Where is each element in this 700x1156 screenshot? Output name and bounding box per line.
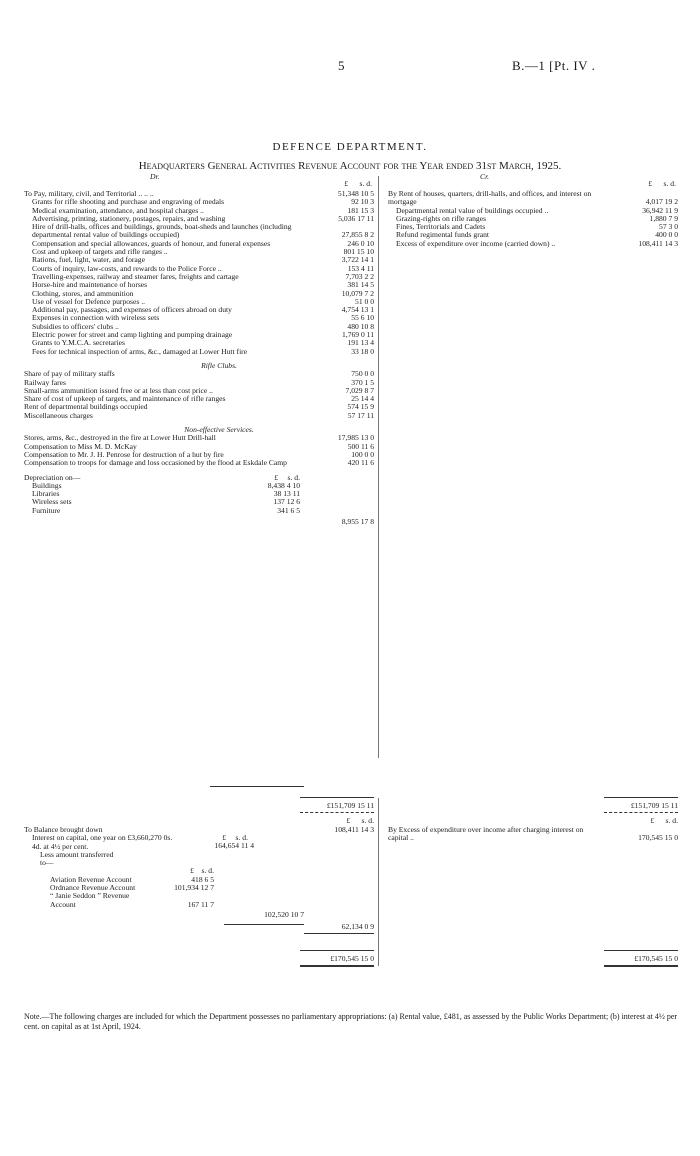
second-lsd-head: £ s. d. — [346, 816, 374, 825]
less-lsd-head: £ s. d. — [190, 866, 214, 876]
debit-item-amount: 7,703 2 2 — [345, 271, 374, 281]
credit-item-amount: 108,411 14 3 — [638, 238, 678, 248]
credit-items — [388, 190, 678, 248]
second-debit-total: £170,545 15 0 — [330, 954, 374, 963]
rifle-club-item-amount: 25 14 4 — [351, 394, 374, 404]
depreciation-item — [24, 490, 374, 498]
rifle-club-item-text: Share of cost of upkeep of targets, and maintenance of rifle ranges — [24, 394, 226, 404]
debit-item-amount: 801 15 10 — [343, 247, 374, 257]
debit-item-text: Rations, fuel, light, water, and forage — [32, 255, 145, 265]
debit-item-amount: 51 0 0 — [355, 296, 374, 306]
less-transfer-item-amount: 101,934 12 7 — [174, 883, 214, 893]
rifle-club-item-text: Rent of departmental buildings occupied — [24, 402, 148, 412]
debit-item-text: Courts of inquiry, law-costs, and rewards to the Police Force .. — [32, 263, 222, 273]
credit-total-double-rule — [604, 812, 678, 813]
debit-item-text: Cost and upkeep of targets and rifle ranges .. — [32, 247, 168, 257]
credit-item — [388, 190, 678, 207]
debit-item-text: Hire of drill-halls, offices and buildings, grounds, boat-sheds and launches (including departmental rental value of buildings occupied) — [32, 222, 292, 240]
less-total: 102,520 10 7 — [264, 909, 304, 919]
debit-item-text: Medical examination, attendance, and hospital charges .. — [32, 205, 204, 215]
rifle-items — [24, 370, 374, 420]
debit-item-text: To Pay, military, civil, and Territorial .. .. .. — [24, 189, 154, 198]
rifle-club-item — [24, 370, 374, 378]
credit-total: £151,709 15 11 — [630, 801, 678, 810]
debit-item-amount: 27,855 8 2 — [341, 230, 374, 240]
depreciation-item-text: Furniture — [32, 505, 61, 515]
debit-item-amount: 1,769 0 11 — [342, 330, 374, 340]
rifle-club-item-amount: 57 17 11 — [347, 410, 374, 420]
rifle-club-item-amount: 574 15 9 — [347, 402, 374, 412]
less-transfer-item-amount: 167 11 7 — [187, 899, 214, 909]
document-title: DEFENCE DEPARTMENT. — [272, 141, 428, 153]
rifle-club-item-text: Share of pay of military staffs — [24, 369, 115, 379]
non-effective-item-amount: 500 11 6 — [347, 441, 374, 451]
second-debit-column — [24, 826, 374, 933]
non-effective-item — [24, 459, 374, 467]
credit-item-text: Excess of expenditure over income (carried down) .. — [396, 238, 556, 248]
credit-item-amount: 1,880 7 9 — [649, 213, 678, 223]
credit-item-text: Refund regimental funds grant — [396, 230, 489, 240]
excess-amount: 170,545 15 0 — [638, 833, 678, 842]
dr-label: Dr. — [150, 172, 160, 181]
depreciation-lsd-head: £ s. d. — [274, 472, 300, 482]
credit-item-text: Departmental rental value of buildings occupied .. — [396, 205, 549, 215]
less-transferred-label: Less amount transferred to— — [40, 849, 114, 868]
less-transfer-item — [24, 892, 214, 909]
debit-item-text: Horse-hire and maintenance of horses — [32, 280, 148, 290]
depreciation-item-text: Wireless sets — [32, 497, 72, 507]
credit-item — [388, 240, 678, 248]
depreciation-item-amount: 341 6 5 — [277, 505, 300, 515]
debit-item-amount: 5,036 17 11 — [338, 213, 374, 223]
depreciation-label: Depreciation on— £ s. d. — [24, 472, 300, 482]
second-debit-total-double-rule — [300, 965, 374, 967]
second-credit-lsd-head: £ s. d. — [650, 816, 678, 825]
credit-item-text: Grazing-rights on rifle ranges — [396, 213, 487, 223]
depreciation-item-amount: 38 13 11 — [273, 489, 300, 499]
debit-item — [24, 223, 374, 240]
debit-item-text: Use of vessel for Defence purposes .. — [32, 296, 146, 306]
cr-lsd-head: £ s. d. — [648, 179, 676, 188]
debit-item-amount: 51,348 10 5 — [337, 189, 374, 198]
credit-item-amount: 400 0 0 — [655, 230, 678, 240]
debit-item-amount: 381 14 5 — [347, 280, 374, 290]
rifle-club-item — [24, 412, 374, 420]
debit-item-text: Electric power for street and camp lighting and pumping drainage — [32, 330, 233, 340]
column-separator-lower — [378, 798, 379, 966]
rifle-club-item-text: Small-arms ammunition issued free or at less than cost price .. — [24, 385, 213, 395]
footnote: Note.—The following charges are included for which the Department possesses no parliamentary appropriations: (a) Rental value, £481, as assessed by the Public Works Department; (b) interest at 4½ per cent. on capital as at 1st April, 1924. — [24, 1012, 678, 1031]
non-effective-item-text: Compensation to Mr. J. H. Penrose for destruction of a hut by fire — [24, 449, 224, 459]
debit-column — [24, 190, 374, 527]
debit-total-double-rule — [300, 812, 374, 813]
rifle-club-item-text: Railway fares — [24, 377, 66, 387]
credit-column — [388, 190, 678, 248]
less-transfer-item-amount: 418 6 5 — [191, 874, 214, 884]
debit-item-text: Advertising, printing, stationery, postages, repairs, and washing — [32, 213, 226, 223]
non-effective-item-amount: 17,985 13 0 — [337, 433, 374, 443]
depreciation-items — [24, 482, 374, 515]
depreciation-item — [24, 498, 374, 506]
depreciation-total: 8,955 17 8 — [341, 516, 374, 526]
rifle-club-item-text: Miscellaneous charges — [24, 410, 93, 420]
debit-item-amount: 480 10 8 — [347, 321, 374, 331]
depreciation-item-text: Libraries — [32, 489, 60, 499]
rifle-club-item-amount: 750 0 0 — [351, 369, 374, 379]
rifle-club-item-amount: 370 1 5 — [351, 377, 374, 387]
credit-item-amount: 57 3 0 — [659, 222, 678, 232]
depreciation-item-text: Buildings — [32, 480, 62, 490]
non-effective-item-text: Compensation to troops for damage and loss occasioned by the flood at Eskdale Camp — [24, 458, 287, 468]
page-reference: B.—1 [Pt. IV . — [512, 58, 596, 73]
less-transfer-item-text: Ordnance Revenue Account — [50, 883, 136, 893]
debit-item-text: Clothing, stores, and ammunition — [32, 288, 134, 298]
debit-item-text: Grants to Y.M.C.A. secretaries — [32, 338, 126, 348]
credit-item-amount: 36,942 11 9 — [642, 205, 678, 215]
debit-item-text: Grants for rifle shooting and purchase and engraving of medals — [32, 197, 225, 207]
debit-item-text: Expenses in connection with wireless sets — [32, 313, 160, 323]
column-separator — [378, 176, 379, 758]
debit-item-amount: 246 0 10 — [347, 238, 374, 248]
depreciation-total-row — [24, 515, 374, 527]
excess-row: By Excess of expenditure over income after charging interest on capital .. 170,545 15 0 — [388, 825, 678, 843]
debit-item-text: Travelling-expenses, railway and steamer fares, freights and cartage — [32, 271, 239, 281]
debit-item-amount: 3,722 14 1 — [341, 255, 374, 265]
debit-item-amount: 181 15 3 — [347, 205, 374, 215]
debit-item-text: Compensation and special allowances, guards of honour, and funeral expenses — [32, 238, 271, 248]
interest-row: Interest on capital, one year on £3,660,270 0s. 4d. at 4½ per cent. 164,654 11 4 £ s. d. — [32, 833, 254, 851]
debit-item-amount: 153 4 11 — [347, 263, 374, 273]
debit-total: £151,709 15 11 — [326, 801, 374, 810]
rifle-club-item-amount: 7,029 8 7 — [345, 385, 374, 395]
credit-item-text: Fines, Territorials and Cadets — [396, 222, 486, 232]
less-rule — [224, 924, 304, 925]
account-subtitle: Headquarters General Activities Revenue Account for the Year ended 31st March, 1925. — [138, 160, 562, 172]
debit-item-text: Subsidies to officers' clubs .. — [32, 321, 119, 331]
dr-lsd-head: £ s. d. — [344, 179, 372, 188]
less-total-row — [24, 909, 304, 921]
debit-item-text: Fees for technical inspection of arms, &c., damaged at Lower Hutt fire — [32, 346, 248, 356]
non-effective-item-amount: 100 0 0 — [351, 449, 374, 459]
debit-item-amount: 33 18 0 — [351, 346, 374, 356]
debit-item-amount: 191 13 4 — [347, 338, 374, 348]
credit-total-rule — [604, 797, 678, 798]
depreciation-item-amount: 137 12 6 — [273, 497, 300, 507]
non-effective-item-text: Stores, arms, &c., destroyed in the fire at Lower Hutt Drill-hall — [24, 433, 216, 443]
debit-item-amount: 10,079 7 2 — [341, 288, 374, 298]
balance-brought-down-row: To Balance brought down 108,411 14 3 — [24, 825, 374, 834]
non-effective-items — [24, 434, 374, 467]
debit-item-amount: 4,754 13 1 — [341, 305, 374, 315]
debit-item — [24, 348, 374, 356]
second-credit-total-rule — [604, 950, 678, 951]
debit-item-text: Additional pay, passages, and expenses of officers abroad on duty — [32, 305, 232, 315]
debit-item-amount: 92 10 3 — [351, 197, 374, 207]
less-items — [24, 876, 214, 909]
second-credit-total: £170,545 15 0 — [634, 954, 678, 963]
net-interest-row — [24, 921, 374, 933]
non-effective-item-text: Compensation to Miss M. D. McKay — [24, 441, 137, 451]
net-rule — [304, 933, 374, 934]
interest-lsd-head: £ s. d. — [222, 833, 248, 843]
balance-brought-down-amount: 108,411 14 3 — [334, 825, 374, 834]
second-debit-total-rule — [300, 950, 374, 951]
less-transfer-item-text: Aviation Revenue Account — [50, 874, 132, 884]
depreciation-rule — [210, 786, 304, 787]
second-credit-column — [388, 826, 678, 843]
cr-label: Cr. — [480, 172, 490, 181]
less-transfer-item-text: “ Janie Seddon ” Revenue Account — [50, 891, 130, 909]
non-effective-item-amount: 420 11 6 — [347, 458, 374, 468]
page-number: 5 — [338, 58, 345, 73]
depreciation-item-amount: 8,438 4 10 — [267, 480, 300, 490]
debit-total-rule — [300, 797, 374, 798]
credit-item-text: By Rent of houses, quarters, drill-halls, and offices, and interest on mortgage — [388, 189, 592, 207]
interest-amount: 164,654 11 4 — [214, 841, 254, 851]
second-credit-total-double-rule — [604, 965, 678, 967]
non-effective-heading: Non-effective Services. — [184, 425, 254, 435]
net-interest: 62,134 0 9 — [341, 921, 374, 931]
depreciation-item — [24, 507, 374, 515]
depreciation-item — [24, 482, 374, 490]
rifle-clubs-heading: Rifle Clubs. — [201, 360, 237, 370]
credit-item-amount: 4,017 19 2 — [645, 197, 678, 207]
debit-items — [24, 190, 374, 356]
debit-item-amount: 55 6 10 — [351, 313, 374, 323]
